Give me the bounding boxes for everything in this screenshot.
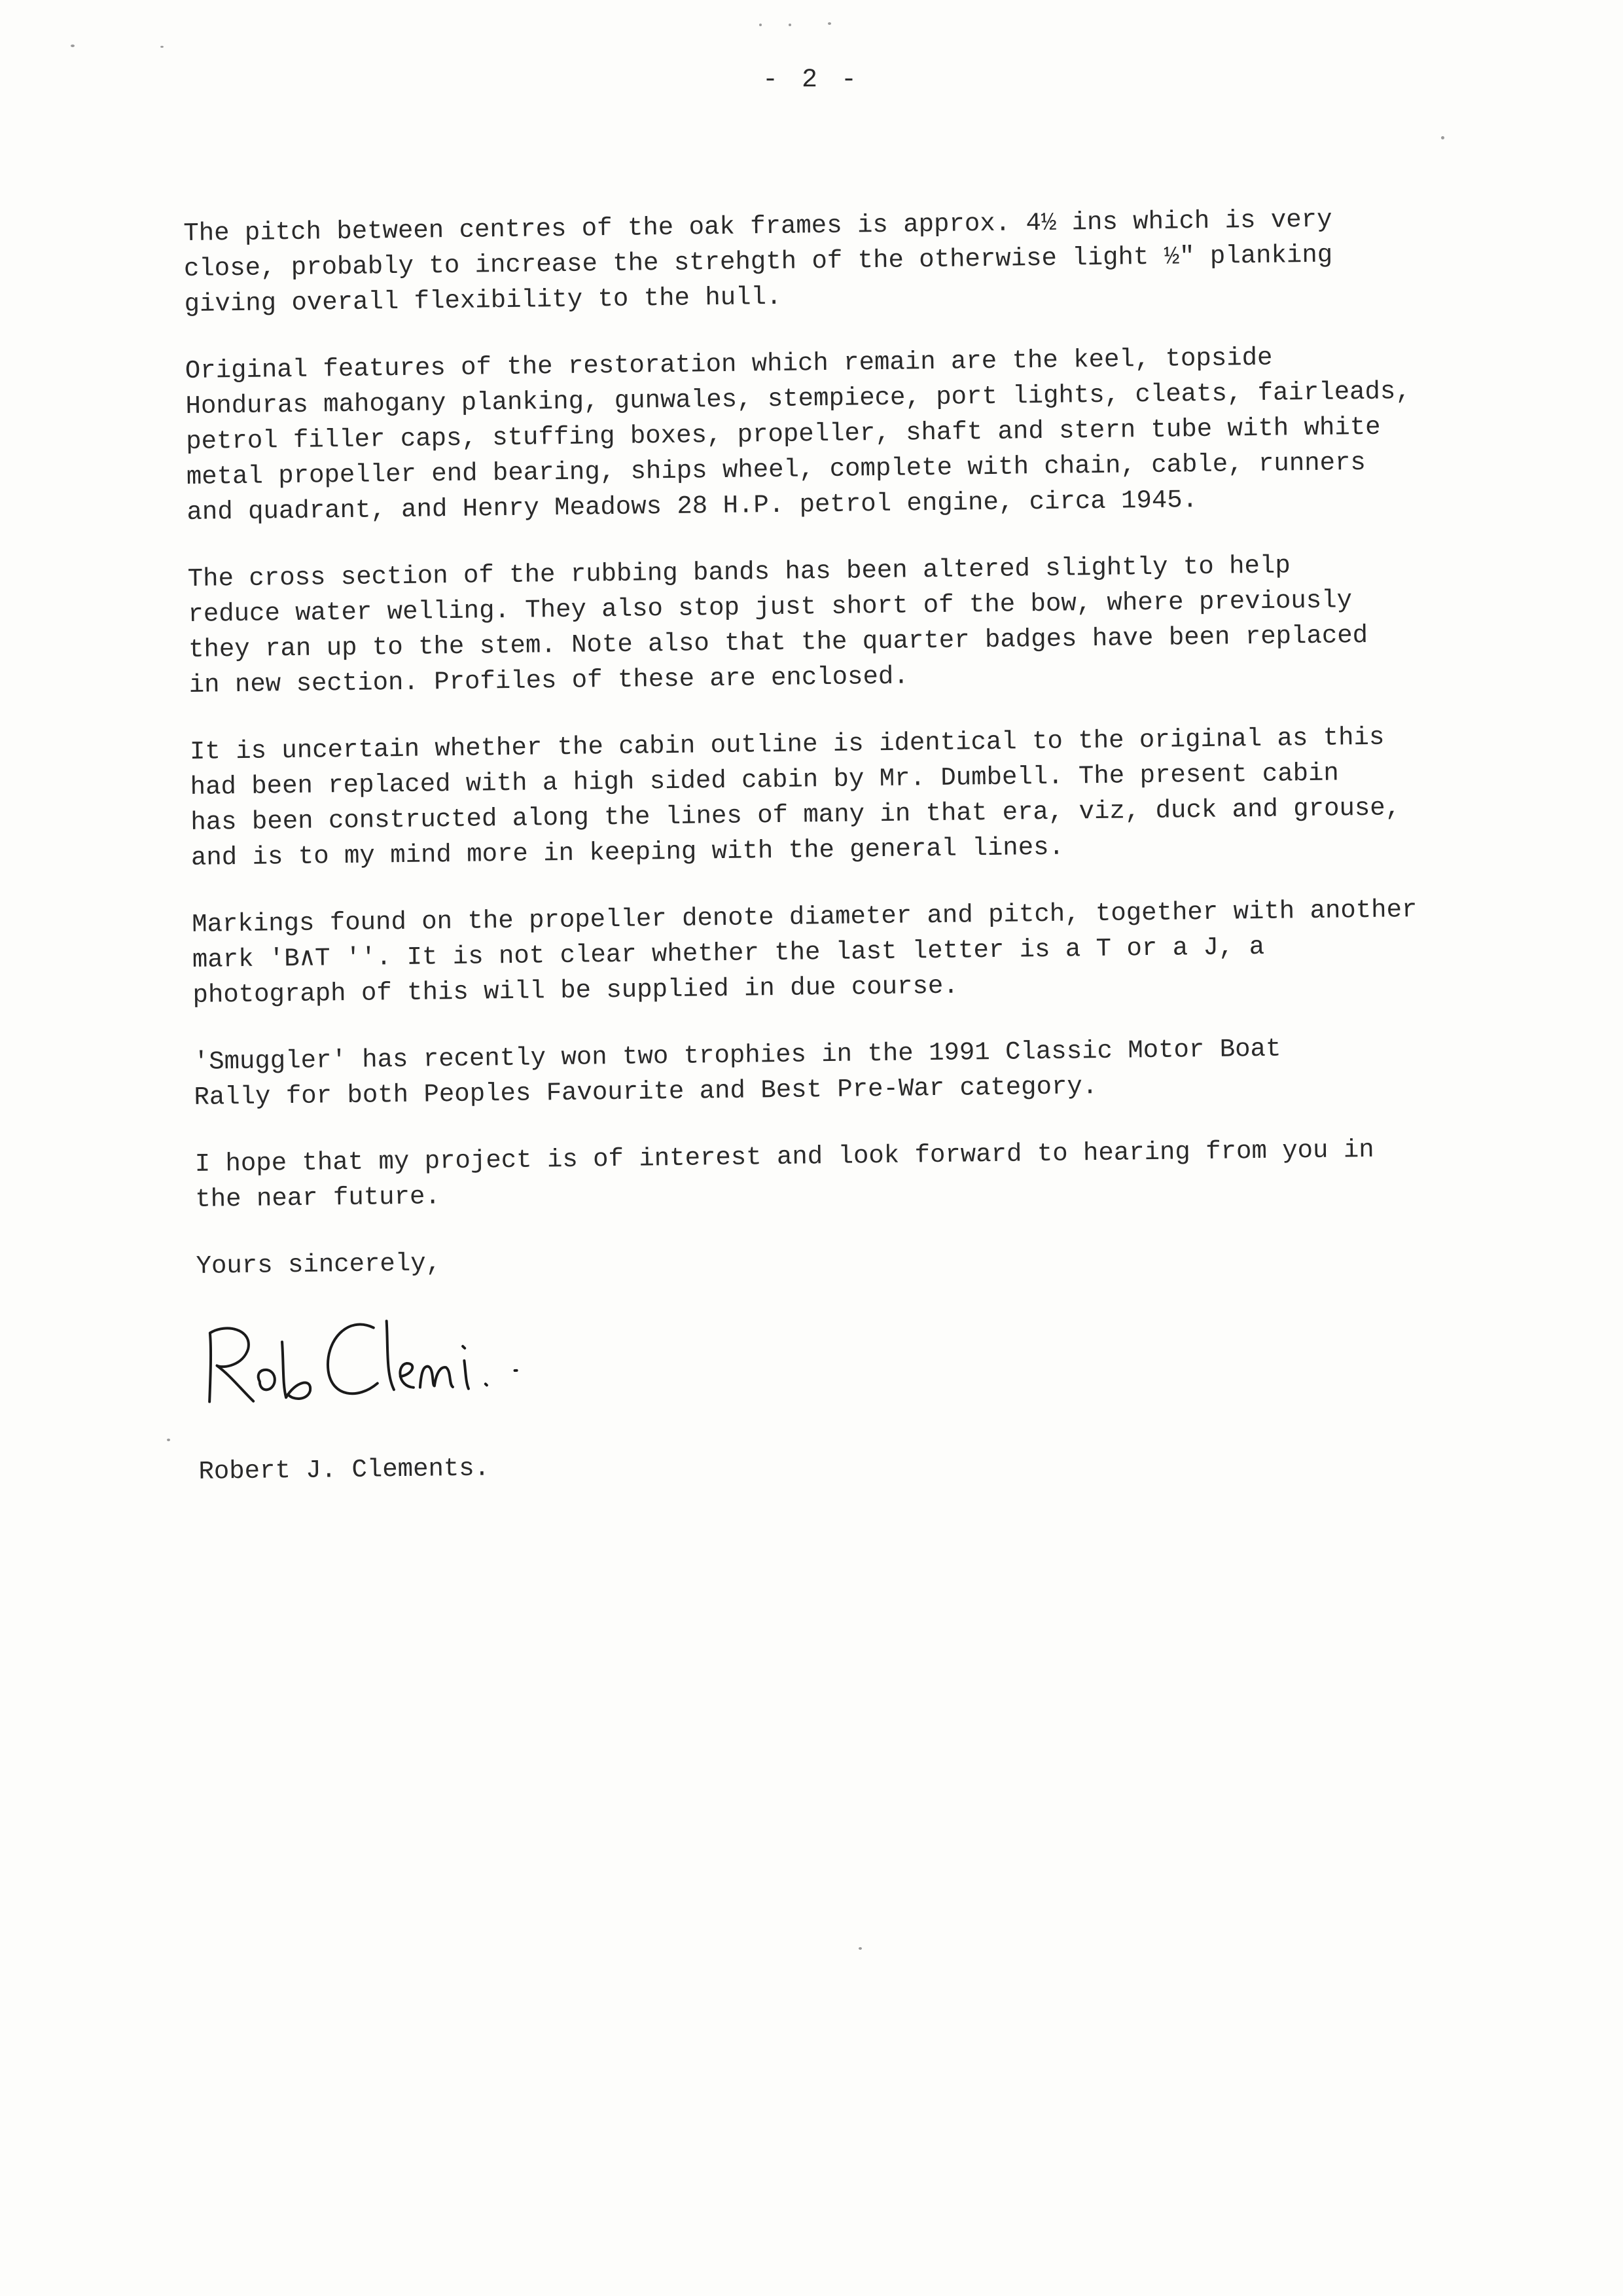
signatory-name: Robert J. Clements. — [198, 1454, 490, 1486]
paragraph-trophies: 'Smuggler' has recently won two trophies in the 1991 Classic Motor Boat Rally for both Peoples Favourite and Best Pre-War category. — [193, 1034, 1281, 1112]
paragraph-oak-frames: The pitch between centres of the oak frames is approx. 4½ ins which is very close, probably to increase the strehgth of the otherwise light ½" planking giving overall flexibility to the hull. — [183, 205, 1333, 319]
scan-speck — [859, 1947, 862, 1950]
scan-speck — [828, 22, 831, 25]
paragraph-closing-remarks: I hope that my project is of interest and look forward to hearing from you in the near future. — [194, 1135, 1374, 1214]
paragraph-cabin-outline: It is uncertain whether the cabin outline is identical to the original as this had been replaced with a high sided cabin by Mr. Dumbell. The present cabin has been constructed along the lines of many in that era, viz, duck and grouse, and is to my mind more in keeping with the general lines. — [189, 723, 1401, 872]
paragraph-rubbing-bands: The cross section of the rubbing bands has been altered slightly to help reduce water welling. They also stop just short of the bow, where previously they ran up to the stem. Note also that the quarter badges have been replaced in new section. Profiles of these are enclosed. — [187, 551, 1368, 700]
scan-speck — [167, 1439, 170, 1441]
scan-speck — [759, 24, 762, 26]
letter-body — [183, 199, 1606, 1490]
scan-speck — [71, 45, 75, 47]
complimentary-close: Yours sincerely, — [196, 1249, 442, 1281]
scan-speck — [1441, 136, 1444, 139]
paragraph-original-features: Original features of the restoration which remain are the keel, topside Honduras mahogany planking, gunwales, stempiece, port lights, cleats, fairleads, petrol filler caps, stuffing boxes, propeller, shaft and stern tube with white metal propeller end bearing, ships wheel, complete with chain, cable, runners and quadrant, and Henry Meadows 28 H.P. petrol engine, circa 1945. — [185, 343, 1411, 527]
scan-speck — [789, 24, 791, 26]
scan-speck — [160, 46, 164, 48]
handwritten-signature — [190, 1299, 584, 1415]
page-number: - 2 - — [762, 65, 861, 95]
paragraph-propeller-markings: Markings found on the propeller denote diameter and pitch, together with another mark 'B∧T ''. It is not clear whether the last letter is a T or a J, a photograph of this will be supplied in due course. — [191, 895, 1418, 1010]
